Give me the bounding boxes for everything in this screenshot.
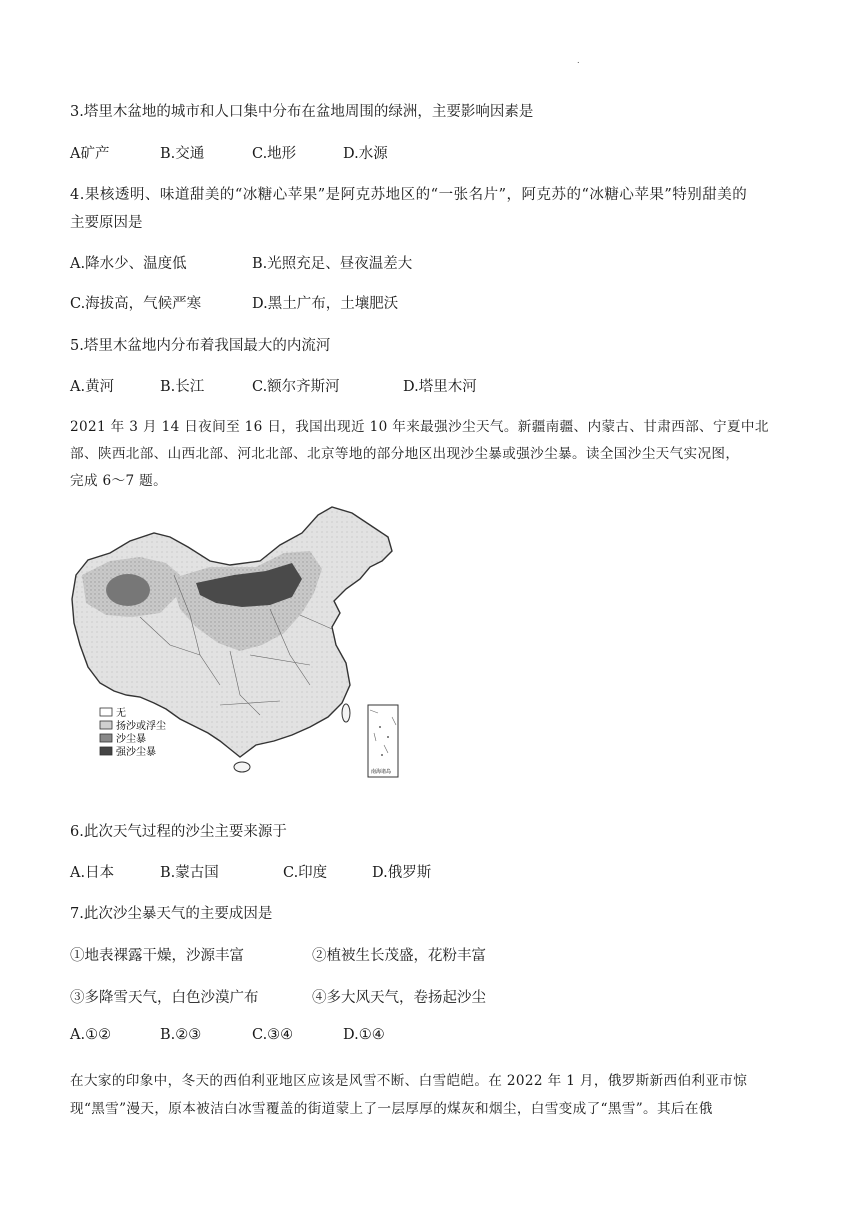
taiwan-island: [342, 704, 350, 722]
passage1-line3: 完成 6～7 题。: [70, 473, 168, 489]
q6-option-c: C.印度: [283, 865, 328, 881]
q5-option-a: A.黄河: [70, 379, 115, 395]
legend-none: 无: [116, 708, 126, 719]
q7-option-a: A.①②: [70, 1027, 112, 1043]
q7-option-d: D.①④: [343, 1027, 385, 1043]
q4-stem-line1: 4.果核透明、味道甜美的“冰糖心苹果”是阿克苏地区的“一张名片”，阿克苏的“冰糖心苹果”特别甜美的: [70, 187, 748, 203]
q6-option-d: D.俄罗斯: [372, 865, 432, 881]
passage2-line1: 在大家的印象中，冬天的西伯利亚地区应该是风雪不断、白雪皑皑。在 2022 年 1 月，俄罗斯新西伯利亚市惊: [70, 1073, 748, 1089]
sandstorm-map-figure: [70, 505, 400, 780]
inset-label: 南海诸岛: [371, 769, 392, 775]
q3-option-a: A矿产: [70, 146, 110, 162]
q7-statement-2: ②植被生长茂盛，花粉丰富: [312, 948, 486, 964]
sandstorm-zone-tarim: [106, 574, 150, 606]
q7-option-b: B.②③: [160, 1027, 202, 1043]
q4-option-a: A.降水少、温度低: [70, 256, 187, 272]
passage1-line2: 部、陕西北部、山西北部、河北北部、北京等地的部分地区出现沙尘暴或强沙尘暴。读全国沙尘天气实况图，: [70, 446, 740, 462]
q3-stem: 3.塔里木盆地的城市和人口集中分布在盆地周围的绿洲，主要影响因素是: [70, 104, 534, 120]
q7-statement-3: ③多降雪天气，白色沙漠广布: [70, 990, 259, 1006]
q5-option-d: D.塔里木河: [403, 379, 477, 395]
q7-statement-4: ④多大风天气，卷扬起沙尘: [312, 990, 486, 1006]
header-dot: .: [577, 56, 580, 65]
q7-option-c: C.③④: [252, 1027, 294, 1043]
q6-option-b: B.蒙古国: [160, 865, 219, 881]
legend-dust: 扬沙或浮尘: [116, 721, 166, 732]
q3-option-d: D.水源: [343, 146, 388, 162]
q5-option-c: C.额尔齐斯河: [252, 379, 340, 395]
q4-option-d: D.黑土广布，土壤肥沃: [252, 296, 399, 312]
q4-option-c: C.海拔高，气候严寒: [70, 296, 202, 312]
q7-stem: 7.此次沙尘暴天气的主要成因是: [70, 906, 273, 922]
south-china-sea-inset: [368, 705, 398, 777]
passage1-line1: 2021 年 3 月 14 日夜间至 16 日，我国出现近 10 年来最强沙尘天气。新疆南疆、内蒙古、甘肃西部、宁夏中北: [70, 419, 769, 435]
passage2-line2: 现“黑雪”漫天，原本被洁白冰雪覆盖的街道蒙上了一层厚厚的煤灰和烟尘，白雪变成了“黑雪”。其后在俄: [70, 1101, 713, 1117]
china-dust-map: [70, 505, 400, 780]
map-legend: [100, 707, 166, 758]
legend-strong-sandstorm: 强沙尘暴: [116, 747, 156, 758]
q3-option-c: C.地形: [252, 146, 297, 162]
q7-statement-1: ①地表裸露干燥，沙源丰富: [70, 948, 244, 964]
q5-stem: 5.塔里木盆地内分布着我国最大的内流河: [70, 338, 331, 354]
q4-stem-line2: 主要原因是: [70, 215, 143, 231]
q4-option-b: B.光照充足、昼夜温差大: [252, 256, 413, 272]
hainan-island: [234, 762, 250, 772]
q5-option-b: B.长江: [160, 379, 205, 395]
q6-option-a: A.日本: [70, 865, 115, 881]
q6-stem: 6.此次天气过程的沙尘主要来源于: [70, 824, 287, 840]
q3-option-b: B.交通: [160, 146, 205, 162]
legend-sandstorm: 沙尘暴: [116, 734, 146, 745]
